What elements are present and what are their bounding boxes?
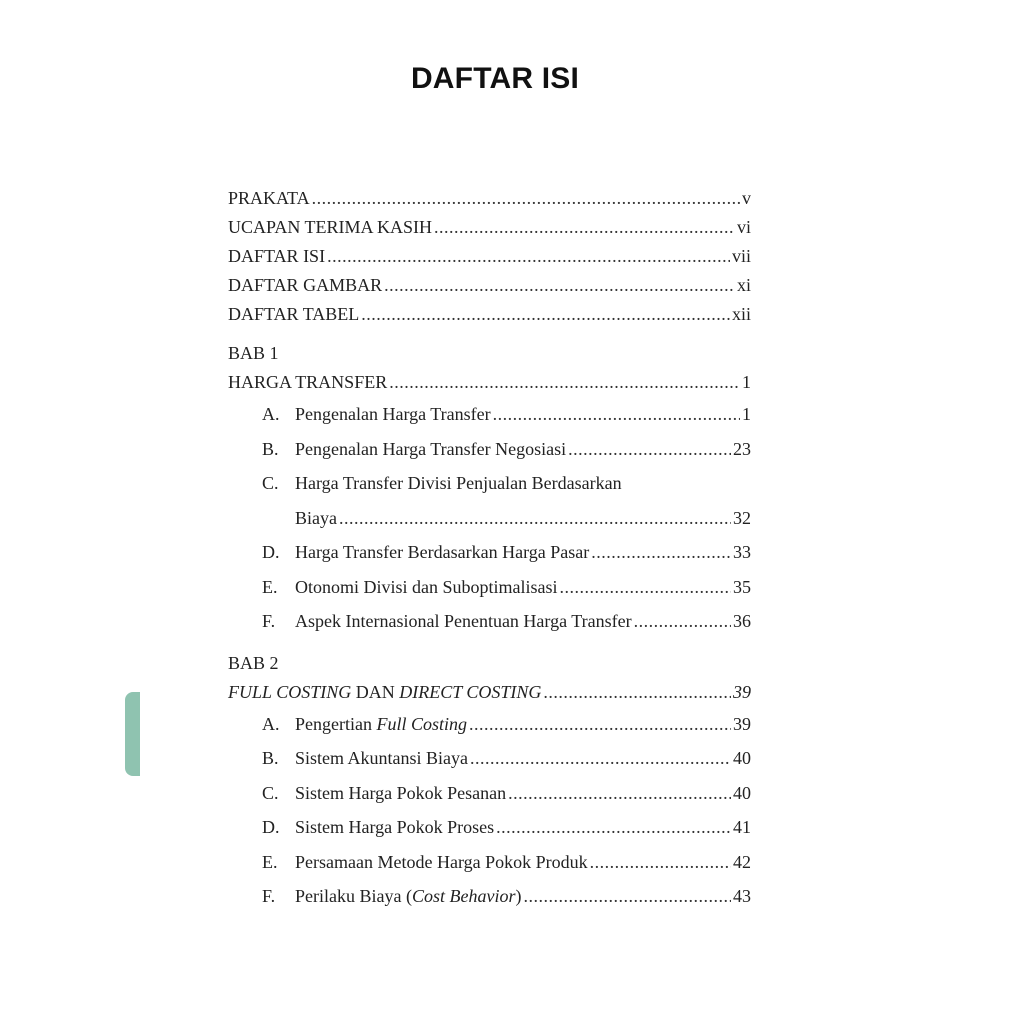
toc-label: DAFTAR TABEL [228, 304, 360, 324]
dot-leader [560, 570, 731, 605]
section-label: Pengertian Full Costing [295, 713, 467, 734]
section-label: Pengenalan Harga Transfer [295, 404, 491, 424]
section-letter: B. [262, 438, 279, 459]
dot-leader [434, 213, 735, 242]
chapter-number: BAB 2 [228, 652, 279, 673]
toc-entry-daftar-tabel[interactable] [228, 300, 751, 329]
toc-section[interactable] [228, 466, 751, 501]
toc-page: 23 [733, 438, 751, 459]
page-title: DAFTAR ISI [410, 62, 580, 95]
dot-leader [590, 845, 731, 880]
section-label: Harga Transfer Divisi Penjualan Berdasarkan [295, 473, 622, 493]
section-label: Otonomi Divisi dan Suboptimalisasi [295, 576, 558, 597]
section-label: Aspek Internasional Penentuan Harga Transfer [295, 611, 632, 631]
toc-section[interactable] [228, 741, 751, 776]
toc-section-continued[interactable] [228, 501, 751, 536]
section-label: Biaya [295, 507, 337, 528]
dot-leader [327, 242, 730, 271]
section-letter: F. [262, 886, 276, 906]
toc-chapter-1[interactable] [228, 368, 751, 397]
toc-section[interactable] [228, 432, 751, 467]
dot-leader [508, 776, 731, 811]
toc-page: 43 [733, 886, 751, 906]
toc-page: 40 [733, 782, 751, 803]
toc-section[interactable] [228, 397, 751, 432]
toc-page: 36 [733, 611, 751, 631]
toc-section[interactable] [228, 535, 751, 570]
dot-leader [634, 604, 731, 639]
toc-page: vi [736, 217, 751, 237]
section-label: Harga Transfer Berdasarkan Harga Pasar [295, 542, 590, 562]
dot-leader [339, 501, 731, 536]
table-of-contents [228, 184, 751, 914]
toc-section[interactable] [228, 570, 751, 605]
section-label: Persamaan Metode Harga Pokok Produk [295, 851, 588, 872]
chapter-title: FULL COSTING DAN DIRECT COSTING [228, 681, 542, 702]
dot-leader [591, 535, 731, 570]
toc-section[interactable] [228, 810, 751, 845]
chapter-number: BAB 1 [228, 343, 279, 363]
section-letter: E. [262, 576, 278, 597]
section-label: Sistem Harga Pokok Proses [295, 817, 495, 837]
toc-page: 1 [742, 372, 751, 392]
section-letter: C. [262, 473, 279, 493]
dot-leader [469, 707, 731, 742]
toc-label: PRAKATA [228, 188, 310, 208]
dot-leader [470, 741, 731, 776]
section-letter: D. [262, 817, 280, 837]
toc-label: UCAPAN TERIMA KASIH [228, 217, 433, 237]
dot-leader [493, 397, 740, 432]
toc-page: 32 [733, 507, 751, 528]
toc-chapter-2[interactable] [228, 678, 751, 707]
toc-page: v [742, 188, 751, 208]
toc-page: 33 [733, 542, 751, 562]
toc-entry-daftar-isi[interactable] [228, 242, 751, 271]
toc-page: 35 [733, 576, 751, 597]
dot-leader [312, 184, 740, 213]
section-letter: E. [262, 851, 278, 872]
toc-label: DAFTAR ISI [228, 246, 326, 266]
toc-page: xi [736, 275, 751, 295]
dot-leader [389, 368, 740, 397]
dot-leader [568, 432, 731, 467]
section-letter: A. [262, 404, 280, 424]
section-letter: B. [262, 748, 279, 768]
toc-section[interactable] [228, 707, 751, 742]
toc-entry-prakata[interactable] [228, 184, 751, 213]
toc-page: 42 [733, 851, 751, 872]
toc-page: 39 [733, 681, 751, 702]
toc-label: DAFTAR GAMBAR [228, 275, 383, 295]
toc-page: vii [731, 246, 751, 266]
dot-leader [384, 271, 735, 300]
section-letter: C. [262, 782, 279, 803]
section-letter: A. [262, 713, 280, 734]
dot-leader [496, 810, 731, 845]
toc-page: 41 [733, 817, 751, 837]
toc-section[interactable] [228, 776, 751, 811]
toc-section[interactable] [228, 879, 751, 914]
section-label: Perilaku Biaya (Cost Behavior) [295, 886, 522, 906]
toc-page: 40 [733, 748, 751, 768]
section-label: Sistem Harga Pokok Pesanan [295, 782, 507, 803]
toc-section[interactable] [228, 604, 751, 639]
dot-leader [361, 300, 730, 329]
toc-entry-daftar-gambar[interactable] [228, 271, 751, 300]
toc-page: 39 [733, 713, 751, 734]
dot-leader [543, 678, 731, 707]
chapter-title: HARGA TRANSFER [228, 372, 388, 392]
toc-page: xii [731, 304, 751, 324]
section-label: Sistem Akuntansi Biaya [295, 748, 468, 768]
section-letter: F. [262, 611, 276, 631]
side-tab-marker [125, 692, 140, 776]
toc-entry-ucapan[interactable] [228, 213, 751, 242]
dot-leader [523, 879, 731, 914]
toc-page: 1 [742, 404, 751, 424]
toc-section[interactable] [228, 845, 751, 880]
section-label: Pengenalan Harga Transfer Negosiasi [295, 438, 567, 459]
section-letter: D. [262, 542, 280, 562]
